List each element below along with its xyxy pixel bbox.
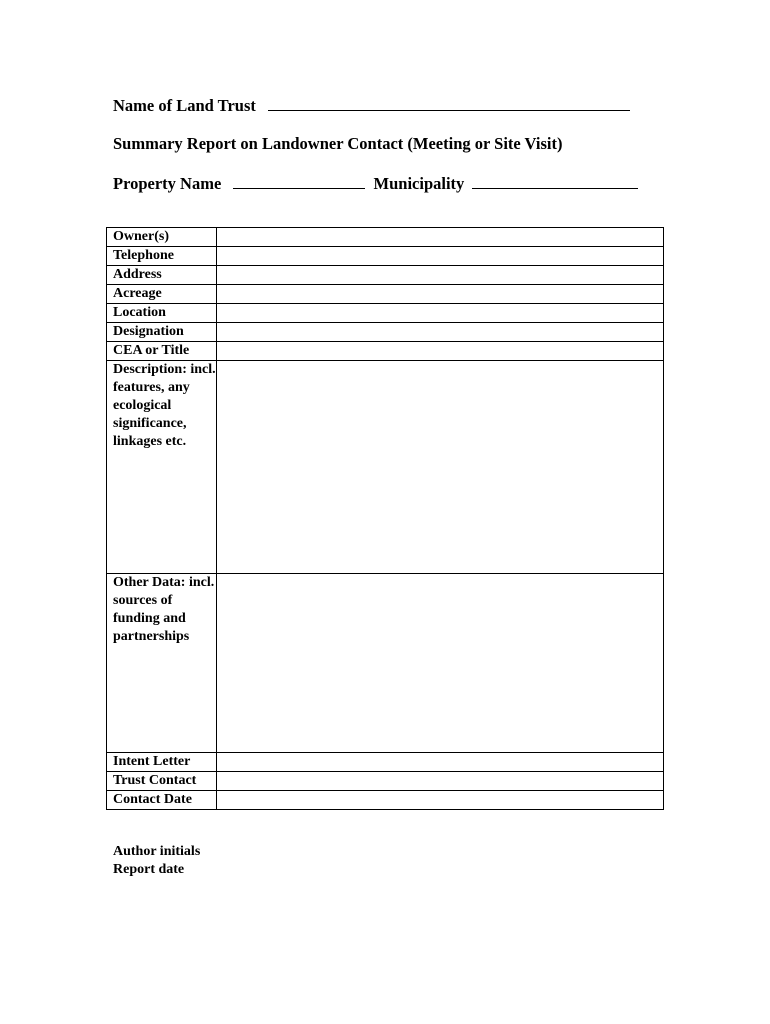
- row-value-intent-letter[interactable]: [217, 753, 664, 772]
- row-value-telephone[interactable]: [217, 247, 664, 266]
- row-label-telephone: Telephone: [107, 247, 217, 266]
- table-row: [107, 247, 664, 266]
- table-row: [107, 791, 664, 810]
- table-row: [107, 574, 664, 753]
- land-trust-blank[interactable]: [268, 95, 630, 111]
- row-label-description: Description: incl. features, any ecological significance, linkages etc.: [107, 361, 217, 574]
- report-date-label: Report date: [113, 862, 185, 877]
- table-row: [107, 304, 664, 323]
- row-label-acreage: Acreage: [107, 285, 217, 304]
- row-label-contact-date: Contact Date: [107, 791, 217, 810]
- table-row: [107, 228, 664, 247]
- row-label-designation: Designation: [107, 323, 217, 342]
- contact-form-table: [106, 227, 664, 810]
- row-label-cea-or-title: CEA or Title: [107, 342, 217, 361]
- property-line: [113, 173, 638, 194]
- row-label-intent-letter: Intent Letter: [107, 753, 217, 772]
- row-value-description[interactable]: [217, 361, 664, 574]
- row-label-address: Address: [107, 266, 217, 285]
- row-value-address[interactable]: [217, 266, 664, 285]
- row-value-owners[interactable]: [217, 228, 664, 247]
- table-row: [107, 323, 664, 342]
- land-trust-line: [113, 95, 630, 116]
- row-value-cea-or-title[interactable]: [217, 342, 664, 361]
- author-initials-label: Author initials: [113, 844, 201, 859]
- property-name-blank[interactable]: [233, 173, 365, 189]
- row-label-location: Location: [107, 304, 217, 323]
- row-value-other-data[interactable]: [217, 574, 664, 753]
- land-trust-label: Name of Land Trust: [113, 96, 256, 115]
- table-row: [107, 753, 664, 772]
- table-row: [107, 361, 664, 574]
- row-value-designation[interactable]: [217, 323, 664, 342]
- municipality-label: Municipality: [373, 174, 465, 193]
- row-value-location[interactable]: [217, 304, 664, 323]
- report-title: Summary Report on Landowner Contact (Meeting or Site Visit): [113, 134, 563, 153]
- table-row: [107, 266, 664, 285]
- property-name-label: Property Name: [113, 174, 222, 193]
- municipality-blank[interactable]: [472, 173, 638, 189]
- table-row: [107, 285, 664, 304]
- table-row: [107, 772, 664, 791]
- table-row: [107, 342, 664, 361]
- row-value-trust-contact[interactable]: [217, 772, 664, 791]
- row-label-trust-contact: Trust Contact: [107, 772, 217, 791]
- row-value-acreage[interactable]: [217, 285, 664, 304]
- row-label-other-data: Other Data: incl. sources of funding and partnerships: [107, 574, 217, 753]
- row-label-owners: Owner(s): [107, 228, 217, 247]
- row-value-contact-date[interactable]: [217, 791, 664, 810]
